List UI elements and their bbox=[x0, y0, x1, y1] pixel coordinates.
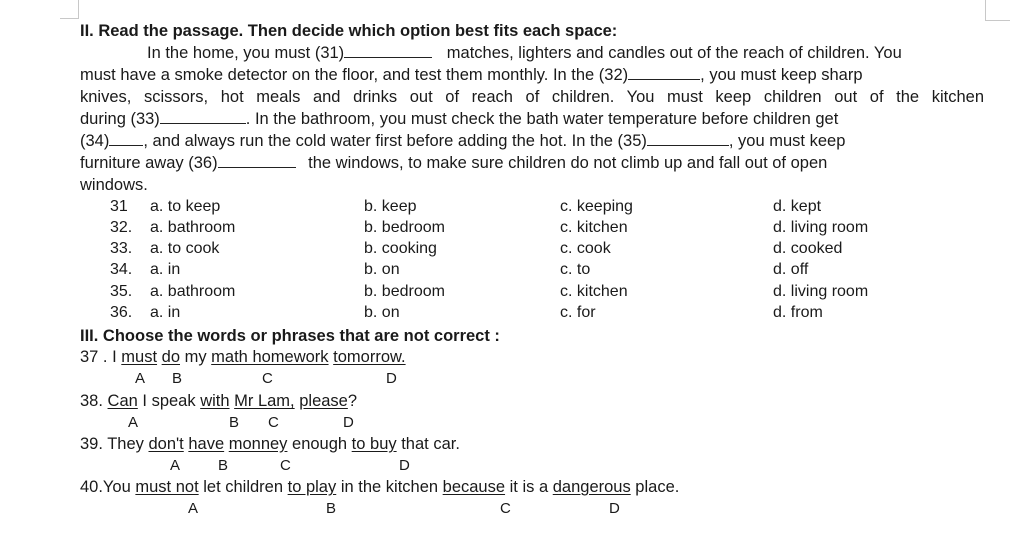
passage-text: , and always run the cold water first before adding the hot. In the (35) bbox=[143, 132, 647, 150]
option-a[interactable]: a. in bbox=[150, 304, 181, 321]
option-b-text[interactable]: with bbox=[200, 392, 230, 410]
question-text: 38. bbox=[80, 392, 108, 410]
option-d[interactable]: d. cooked bbox=[773, 240, 843, 257]
passage-text: . In the bathroom, you must check the bath water temperature before children get bbox=[245, 110, 839, 128]
option-b[interactable]: b. bedroom bbox=[364, 219, 445, 236]
passage-line bbox=[80, 154, 984, 173]
option-c-text[interactable]: math homework bbox=[211, 348, 329, 366]
question-text: that car. bbox=[396, 435, 460, 453]
section-3-heading: III. Choose the words or phrases that are not correct : bbox=[80, 327, 500, 345]
option-d-text[interactable]: please bbox=[299, 392, 348, 410]
option-d[interactable]: d. living room bbox=[773, 219, 869, 236]
letter-c: C bbox=[500, 500, 511, 517]
letter-a: A bbox=[170, 457, 181, 474]
question-number: 36. bbox=[110, 304, 133, 321]
letter-b: B bbox=[229, 414, 240, 431]
option-b-text[interactable]: have bbox=[188, 435, 225, 453]
letter-a: A bbox=[128, 414, 139, 431]
passage-text: In the home, you must (31) bbox=[147, 44, 345, 62]
option-d[interactable]: d. off bbox=[773, 261, 809, 278]
question-number: 35. bbox=[110, 283, 133, 300]
option-d[interactable]: d. from bbox=[773, 304, 823, 321]
passage-line: knives, scissors, hot meals and drinks out of reach of children. You must keep children out of the kitchen bbox=[80, 88, 984, 106]
letter-b: B bbox=[326, 500, 337, 517]
option-d[interactable]: d. living room bbox=[773, 283, 869, 300]
passage-text: matches, lighters and candles out of the reach of children. You bbox=[446, 44, 902, 62]
question-38 bbox=[80, 392, 357, 411]
question-text: let children bbox=[198, 478, 288, 496]
passage-line bbox=[80, 66, 984, 85]
option-c-text[interactable]: monney bbox=[228, 435, 288, 453]
letter-c: C bbox=[280, 457, 291, 474]
letter-d: D bbox=[343, 414, 354, 431]
letter-b: B bbox=[218, 457, 229, 474]
question-text: it is a bbox=[505, 478, 553, 496]
passage-line bbox=[80, 110, 984, 129]
passage-text: the windows, to make sure children do not climb up and fall out of open bbox=[308, 154, 828, 172]
letter-b: B bbox=[172, 370, 183, 387]
letter-c: C bbox=[268, 414, 279, 431]
letter-a: A bbox=[135, 370, 146, 387]
option-b-text[interactable]: do bbox=[161, 348, 180, 366]
passage-text: (34) bbox=[80, 132, 110, 150]
passage-text: must have a smoke detector on the floor, and test them monthly. In the (32) bbox=[80, 66, 629, 84]
passage-line bbox=[147, 44, 984, 63]
letter-d: D bbox=[386, 370, 397, 387]
option-d-text[interactable]: to buy bbox=[351, 435, 397, 453]
option-a[interactable]: a. to keep bbox=[150, 198, 221, 215]
page-corner-mark bbox=[985, 0, 1010, 21]
option-c[interactable]: c. for bbox=[560, 304, 596, 321]
page-corner-mark bbox=[60, 0, 79, 19]
question-text: place. bbox=[630, 478, 680, 496]
question-37 bbox=[80, 348, 406, 367]
question-number: 32. bbox=[110, 219, 133, 236]
question-40 bbox=[80, 478, 679, 497]
letter-c: C bbox=[262, 370, 273, 387]
letter-d: D bbox=[399, 457, 410, 474]
option-a-text[interactable]: must not bbox=[135, 478, 199, 496]
answer-blank-33[interactable] bbox=[160, 111, 246, 124]
option-b[interactable]: b. on bbox=[364, 261, 400, 278]
option-a-text[interactable]: don't bbox=[148, 435, 184, 453]
option-c-text[interactable]: because bbox=[442, 478, 506, 496]
option-b[interactable]: b. bedroom bbox=[364, 283, 445, 300]
answer-blank-36[interactable] bbox=[218, 155, 296, 168]
letter-d: D bbox=[609, 500, 620, 517]
passage-text: , you must keep bbox=[728, 132, 846, 150]
option-d-text[interactable]: tomorrow. bbox=[333, 348, 406, 366]
question-text: 39. They bbox=[80, 435, 149, 453]
question-number: 31 bbox=[110, 198, 128, 215]
passage-text: during (33) bbox=[80, 110, 160, 128]
question-number: 33. bbox=[110, 240, 133, 257]
question-text: enough bbox=[287, 435, 352, 453]
answer-blank-34[interactable] bbox=[109, 133, 143, 146]
option-b-text[interactable]: to play bbox=[287, 478, 337, 496]
answer-blank-32[interactable] bbox=[628, 67, 700, 80]
question-text: 40.You bbox=[80, 478, 136, 496]
passage-line: windows. bbox=[80, 176, 148, 194]
passage-text: , you must keep sharp bbox=[700, 66, 863, 84]
section-2-heading: II. Read the passage. Then decide which option best fits each space: bbox=[80, 22, 618, 40]
option-b[interactable]: b. on bbox=[364, 304, 400, 321]
option-a[interactable]: a. in bbox=[150, 261, 181, 278]
option-a[interactable]: a. bathroom bbox=[150, 283, 236, 300]
option-c[interactable]: c. keeping bbox=[560, 198, 633, 215]
option-c[interactable]: c. to bbox=[560, 261, 591, 278]
option-d-text[interactable]: dangerous bbox=[552, 478, 631, 496]
option-a-text[interactable]: Can bbox=[107, 392, 138, 410]
option-c[interactable]: c. kitchen bbox=[560, 219, 628, 236]
option-a-text[interactable]: must bbox=[121, 348, 158, 366]
question-text: in the kitchen bbox=[336, 478, 443, 496]
option-c[interactable]: c. kitchen bbox=[560, 283, 628, 300]
question-number: 34. bbox=[110, 261, 133, 278]
option-a[interactable]: a. bathroom bbox=[150, 219, 236, 236]
passage-line bbox=[80, 132, 984, 151]
option-c-text[interactable]: Mr Lam, bbox=[234, 392, 295, 410]
question-text: ? bbox=[347, 392, 358, 410]
question-39 bbox=[80, 435, 460, 454]
question-text: I speak bbox=[137, 392, 201, 410]
letter-a: A bbox=[188, 500, 199, 517]
option-b[interactable]: b. cooking bbox=[364, 240, 437, 257]
question-text: 37 . I bbox=[80, 348, 122, 366]
passage-text: furniture away (36) bbox=[80, 154, 218, 172]
option-b[interactable]: b. keep bbox=[364, 198, 417, 215]
answer-blank-35[interactable] bbox=[647, 133, 729, 146]
answer-blank-31[interactable] bbox=[344, 45, 432, 58]
question-text: my bbox=[180, 348, 212, 366]
option-d[interactable]: d. kept bbox=[773, 198, 822, 215]
option-a[interactable]: a. to cook bbox=[150, 240, 220, 257]
option-c[interactable]: c. cook bbox=[560, 240, 611, 257]
